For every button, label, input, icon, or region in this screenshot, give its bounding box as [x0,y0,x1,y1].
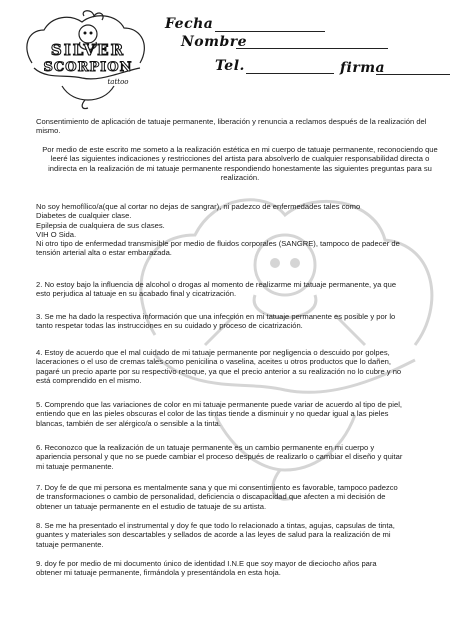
tel-label: Tel. [215,58,245,74]
clause-line: 5. Comprendo que las variaciones de color en mi tatuaje permanente puede variar de acuerdo al tipo de piel, [36,400,402,409]
studio-logo [22,8,152,110]
clause-line: 6. Reconozco que la realización de un tatuaje permanente es un cambio permanente en mi cuerpo y [36,443,375,452]
clause-8 [36,521,448,549]
clause-line: esto perjudica al tatuaje en su acabado final y cicatrización. [36,289,237,299]
clause-5 [36,400,448,428]
firma-label: firma [340,60,386,76]
clause-7 [36,483,448,511]
firma-field[interactable] [376,74,450,75]
clause-line: entiendo que en las pieles obscuras el color de las tintas tiende a disminuir y no quedar igual a las pieles [36,409,389,419]
clause-line: está comprendido en el mismo. [36,375,142,385]
fecha-label: Fecha [165,16,214,32]
clause-line: 7. Doy fe de que mi persona es mentalmente sana y que mi consentimiento es favorable, tampoco padezco [36,483,398,492]
clause-line: 8. Se me ha presentado el instrumental y doy fe que todo lo relacionado a tintas, agujas, capsulas de tinta, [36,521,395,530]
clause-line: apariencia personal y que no se puede cambiar el proceso después de realizarlo o cambiar el diseño y quitar [36,452,403,462]
clause-line: obtener mi tatuaje permanente, firmándola y presentándola en esta hoja. [36,568,281,578]
logo-sub-text: tattoo [107,78,129,86]
clause-line: 4. Estoy de acuerdo que el mal cuidado de mi tatuaje permanente por negligencia o descuido por golpes, [36,348,390,357]
clause-1 [36,202,448,258]
clause-line: No soy hemofílico/a(que al cortar no dejas de sangrar), ni padezco de enfermedades tales como [36,202,361,211]
clause-line: laceraciones o el uso de cremas tales como penicilina o vaselina, aceites u otros productos que lo dañen, [36,357,392,367]
clause-line: guantes y materiales son descartables y sellados de acorde a las leyes de salud para la realización de mi [36,530,391,540]
clause-4 [36,348,448,385]
tel-field[interactable] [246,73,334,74]
clause-line: 9. doy fe por medio de mi documento único de identidad I.N.E que soy mayor de dieciocho años para [36,559,377,568]
clause-6 [36,443,448,471]
nombre-label: Nombre [181,34,248,50]
clause-line: Ni otro tipo de enfermedad transmisible por medio de fluidos corporales (SANGRE), tampoco de padecer de [36,239,400,249]
clause-line: tensión arterial alta o estar embarazada. [36,248,172,258]
clause-line: VIH O Sida. [36,229,77,239]
clause-9 [36,559,448,578]
clause-3 [36,312,448,331]
consent-title: Consentimiento de aplicación de tatuaje permanente, liberación y renuncia a reclamos después de la realización del mismo. [36,117,427,136]
clause-line: obtener un tatuaje permanente en el estudio de tatuaje de su artista. [36,501,267,511]
consent-preamble: Por medio de este escrito me someto a la realización estética en mi cuerpo de tatuaje permanente, reconociendo que leeré las siguientes indicaciones y restricciones del artista para absolverlo de cualquier responsabilidad directa o indirecta en la realización de mi tatuaje permanente respondiendo honestamente las siguientes preguntas para su realización. [42,145,438,182]
clause-line: tatuaje permanente. [36,539,104,549]
fecha-field[interactable] [215,31,325,32]
clause-2 [36,280,448,299]
nombre-field[interactable] [236,48,388,49]
clause-line: pagaré un precio aparte por su respectivo retoque, ya que el precio anterior a su realización no lo cubre y no [36,366,402,376]
clause-line: de transformaciones o cambio de personalidad, deficiencia o discapacidad que afecten a mi decisión de [36,492,386,502]
clause-line: 3. Se me ha dado la respectiva información que una infección en mi tatuaje permanente es posible y por lo [36,312,396,321]
clause-line: tanto respetar todas las instrucciones en su cuidado y proceso de cicatrización. [36,321,303,331]
clause-line: 2. No estoy bajo la influencia de alcohol o drogas al momento de realizarme mi tatuaje permanente, ya que [36,280,397,289]
clause-line: blancas, también de ser alérgico/a o sensible a la tinta. [36,418,221,428]
logo-top-text: SILVER [50,41,126,59]
clause-line: mi tatuaje permanente. [36,461,114,471]
clause-line: Epilepsia de cualquiera de sus clases. [36,220,165,230]
logo-bottom-text: SCORPION [43,60,133,75]
clause-line: Diabetes de cualquier clase. [36,211,132,221]
